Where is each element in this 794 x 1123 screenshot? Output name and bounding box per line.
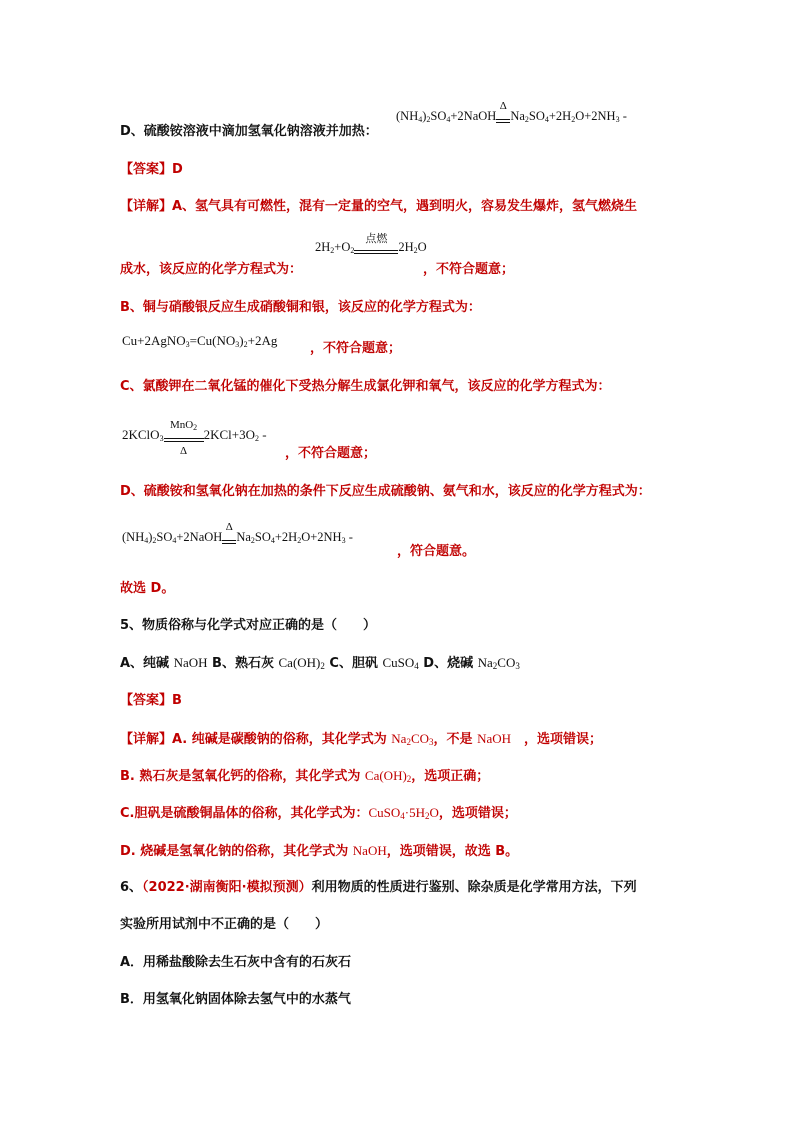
a-condition: 点燃 bbox=[365, 233, 388, 245]
d-heat: Δ bbox=[225, 521, 233, 533]
q5-detail-c: C.胆矾是硫酸铜晶体的俗称，其化学式为：$CuSO_4\cdot 5H_2O$，选项错误； bbox=[120, 805, 517, 821]
q6-stem-line2: 实验所用试剂中不正确的是（ ） bbox=[120, 917, 329, 932]
detail-4-a-line2: 成水，该反应的化学方程式为： bbox=[120, 262, 303, 277]
d-equation: $(NH_4)_2SO_4+2NaOH$ Δ $Na_2SO_4+2H_2O+2NH_3$ - bbox=[122, 521, 353, 545]
detail-4-c-tail: ，不符合题意； bbox=[285, 446, 377, 461]
detail-4-a-tail: ，不符合题意； bbox=[423, 262, 515, 277]
q6-option-b: B．用氢氧化钠固体除去氢气中的水蒸气 bbox=[120, 992, 351, 1007]
q6-stem-line1 bbox=[120, 880, 637, 896]
b-equation: $Cu+2AgNO_3=Cu(NO_3)_2+2Ag$ bbox=[122, 333, 278, 349]
q5-options: A、纯碱 NaOH B、熟石灰 $Ca(OH)_2$ C、胆矾 CuSO$_4$ D、烧碱 $Na_2CO_3$ bbox=[120, 655, 520, 671]
q4d-formula: $(NH_4)_2SO_4+2NaOH$ bbox=[396, 109, 497, 124]
detail-4-a-line1: 【详解】A、氢气具有可燃性，混有一定量的空气，遇到明火，容易发生爆炸，氢气燃烧生 bbox=[120, 199, 638, 214]
answer-4: 【答案】D bbox=[120, 162, 183, 177]
detail-4-d: D、硫酸铵和氢氧化钠在加热的条件下反应生成硫酸钠、氨气和水，该反应的化学方程式为： bbox=[120, 484, 651, 499]
q4-option-d: D、硫酸铵溶液中滴加氢氧化钠溶液并加热： bbox=[120, 124, 378, 139]
detail-4-b-tail: ，不符合题意； bbox=[310, 341, 402, 356]
q6-number: 6、 bbox=[120, 880, 143, 895]
detail-4-b: B、铜与硝酸银反应生成硝酸铜和银，该反应的化学方程式为： bbox=[120, 300, 481, 315]
q5-stem: 5、物质俗称与化学式对应正确的是（ ） bbox=[120, 618, 377, 633]
a-equation: $2H_2+O_2$ 点燃 $2H_2O$ bbox=[315, 233, 427, 255]
detail-4-d-tail: ，符合题意。 bbox=[397, 544, 476, 559]
detail-4-c: C、氯酸钾在二氧化锰的催化下受热分解生成氯化钾和氧气，该反应的化学方程式为： bbox=[120, 379, 611, 394]
q6-stem-1: 利用物质的性质进行鉴别、除杂质是化学常用方法，下列 bbox=[311, 880, 637, 895]
q6-source: （2022·湖南衡阳·模拟预测） bbox=[142, 880, 312, 895]
q6-option-a: A．用稀盐酸除去生石灰中含有的石灰石 bbox=[120, 955, 352, 970]
conclusion-4: 故选 D。 bbox=[120, 581, 175, 596]
q5-detail-a: 【详解】A. 纯碱是碳酸钠的俗称，其化学式为 $Na_2CO_3$，不是 NaOH ，选项错误； bbox=[120, 731, 603, 747]
answer-5: 【答案】B bbox=[120, 693, 182, 708]
q4-option-d-equation: $(NH_4)_2SO_4+2NaOH$ Δ $Na_2SO_4+2H_2O+2NH_3$ - bbox=[396, 100, 627, 124]
c-heat: Δ bbox=[180, 445, 188, 457]
q5-detail-b: B. 熟石灰是氢氧化钙的俗称，其化学式为 $Ca(OH)_2$，选项正确； bbox=[120, 768, 490, 784]
q5-detail-d: D. 烧碱是氢氧化钠的俗称，其化学式为 NaOH，选项错误，故选 B。 bbox=[120, 843, 519, 859]
c-equation: 2KClO$_3$ MnO$_2$ Δ $2KCl+3O_2$ - bbox=[122, 419, 267, 457]
